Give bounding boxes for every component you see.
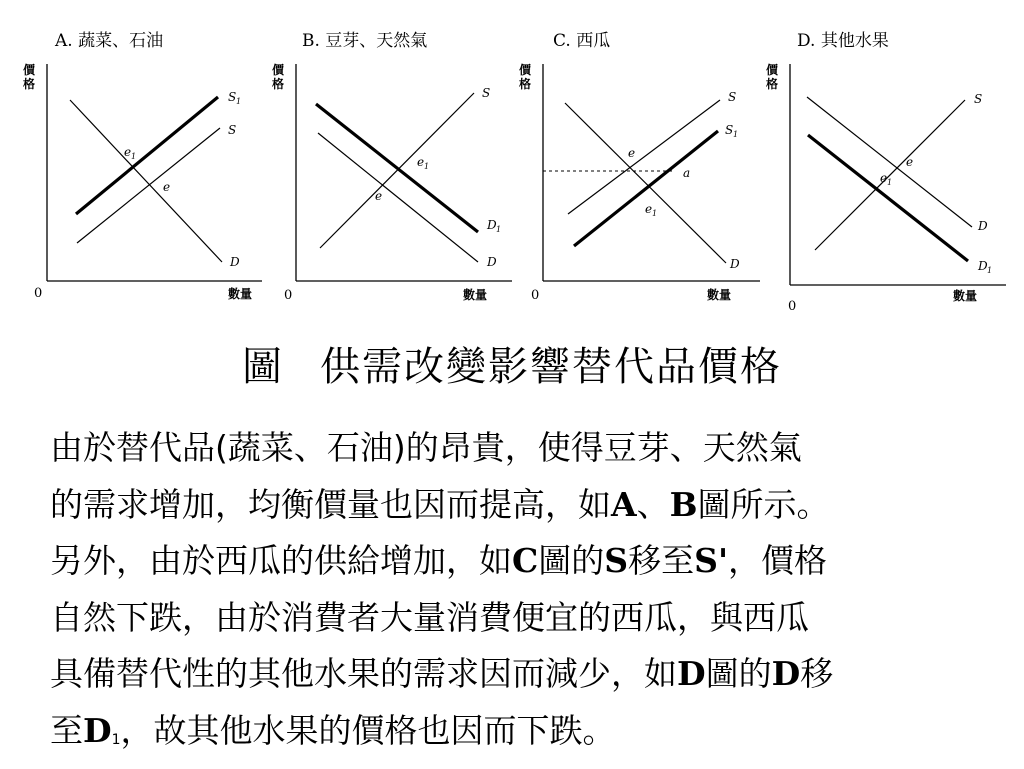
panel-d-new-demand-curve (808, 135, 968, 261)
panel-b-label-e1-sub: 1 (424, 162, 430, 171)
explanation-line-1: 由於替代品(蔬菜、石油)的昂貴，使得豆芽、天然氣 (50, 428, 802, 467)
explanation-line-6 (50, 703, 990, 769)
panel-b-label-d1-sub: 1 (496, 225, 502, 234)
explanation-line-3-bold-c: C (512, 541, 539, 581)
panel-c-demand-curve (565, 103, 726, 263)
panel-b-label-e1: e (417, 155, 425, 169)
explanation-line-5-bold-d-2: D (771, 654, 801, 694)
explanation-line-2-part-b: 、 (636, 484, 670, 524)
panel-a-label-e1: e (124, 145, 132, 159)
panel-d-y-label-1: 價 (766, 63, 779, 77)
panel-b-y-label-1: 價 (272, 63, 285, 77)
panel-a-label-s1-sub: 1 (236, 97, 242, 106)
panel-a-label-e: e (163, 180, 171, 194)
explanation-line-2-part-c: 圖所示。 (697, 484, 830, 524)
explanation-line-6-bold-d: D (83, 710, 112, 750)
panel-d-label-d1: D (978, 259, 988, 273)
panel-c-supply-curve (568, 100, 720, 214)
explanation-line-3-bold-s-prime: S' (694, 541, 729, 581)
explanation-line-3-part-a: 另外，由於西瓜的供給增加，如 (50, 541, 512, 581)
explanation-text (50, 420, 990, 769)
panel-b-label-d: D (487, 255, 497, 269)
panel-c-label-a: a (683, 166, 691, 180)
panel-b-label-d1: D (487, 218, 497, 232)
panel-c-label-s1: S (725, 123, 734, 137)
panel-d-label-d1-sub: 1 (987, 266, 993, 275)
panel-b-supply-curve (320, 93, 474, 248)
panel-c-origin: 0 (531, 288, 540, 303)
panel-d-origin: 0 (788, 299, 797, 314)
explanation-line-2 (50, 477, 990, 534)
explanation-line-5-part-b: 圖的 (705, 654, 772, 694)
panel-a-y-label-1: 價 (23, 63, 36, 77)
panel-c-label-e: e (628, 146, 636, 160)
panel-c-new-supply-curve (574, 131, 718, 246)
panel-d-label-e1-sub: 1 (887, 178, 893, 187)
explanation-line-6-sub: 1 (111, 731, 121, 748)
figure-title (0, 335, 1024, 392)
explanation-line-2-bold-b: B (669, 484, 698, 524)
panel-a-demand-curve (70, 100, 222, 262)
panel-d (766, 30, 1006, 314)
explanation-line-5 (50, 646, 990, 703)
explanation-line-5-bold-d: D (677, 654, 706, 694)
panel-d-label-s: S (974, 92, 983, 106)
explanation-line-4: 自然下跌，由於消費者大量消費便宜的西瓜，與西瓜 (50, 597, 809, 637)
panel-c-label-s: S (728, 90, 737, 104)
panel-b-y-label-2: 格 (272, 77, 285, 91)
explanation-line-6-part-b: ，故其他水果的價格也因而下跌。 (120, 710, 616, 750)
panel-d-supply-curve (815, 100, 965, 250)
figure-title-prefix: 圖 (242, 344, 284, 390)
panel-d-title: D. 其他水果 (797, 31, 889, 51)
panel-a-y-label-2: 格 (23, 77, 36, 91)
panel-b-x-label: 數量 (463, 288, 488, 302)
panel-d-label-e: e (906, 155, 914, 169)
panel-b (272, 31, 512, 303)
panel-a-x-label: 數量 (228, 287, 253, 301)
panel-a-title: A. 蔬菜、石油 (55, 31, 164, 51)
panel-c-title: C. 西瓜 (553, 31, 611, 51)
panel-b-new-demand-curve (316, 104, 478, 232)
explanation-line-3-part-d: ，價格 (728, 541, 828, 581)
explanation-line-3-bold-s: S (604, 541, 629, 581)
panel-c-label-e1-sub: 1 (652, 209, 658, 218)
explanation-line-2-part-a: 的需求增加，均衡價量也因而提高，如 (50, 484, 611, 524)
explanation-line-5-part-c: 移 (800, 654, 834, 694)
panel-d-y-label-2: 格 (766, 77, 779, 91)
panel-c-label-d: D (730, 257, 740, 271)
explanation-line-3-part-b: 圖的 (538, 541, 605, 581)
explanation-line-6-part-a: 至 (50, 710, 83, 750)
panel-a-label-s1: S (228, 90, 237, 104)
panel-d-x-label: 數量 (953, 289, 978, 303)
panel-b-origin: 0 (284, 288, 293, 303)
panel-c-y-label-1: 價 (519, 63, 532, 77)
panel-a-origin: 0 (34, 286, 43, 301)
explanation-line-5-part-a: 具備替代性的其他水果的需求因而減少，如 (50, 654, 677, 694)
figure-title-text: 供需改變影響替代品價格 (320, 344, 782, 390)
panel-b-demand-curve (318, 133, 478, 262)
panel-d-demand-curve (807, 97, 972, 227)
explanation-line-3 (50, 533, 990, 590)
panel-c-label-e1: e (645, 202, 653, 216)
panel-b-label-s: S (482, 86, 491, 100)
panel-c (519, 31, 760, 303)
panel-a-supply-curve (77, 128, 220, 243)
panel-a-label-e1-sub: 1 (131, 152, 137, 161)
panel-c-label-s1-sub: 1 (733, 130, 739, 139)
panel-a (23, 31, 262, 301)
panel-a-label-d: D (230, 255, 240, 269)
panel-d-label-e1: e (880, 171, 888, 185)
panel-c-x-label: 數量 (707, 288, 732, 302)
supply-demand-diagrams (0, 0, 1024, 320)
panel-d-label-d: D (978, 219, 988, 233)
panel-a-new-supply-curve (76, 97, 218, 214)
panel-b-title: B. 豆芽、天然氣 (302, 31, 428, 51)
panel-b-label-e: e (375, 189, 383, 203)
explanation-line-2-bold-a: A (611, 484, 637, 524)
explanation-line-3-part-c: 移至 (628, 541, 695, 581)
panel-a-label-s: S (228, 123, 237, 137)
panel-c-y-label-2: 格 (519, 77, 532, 91)
